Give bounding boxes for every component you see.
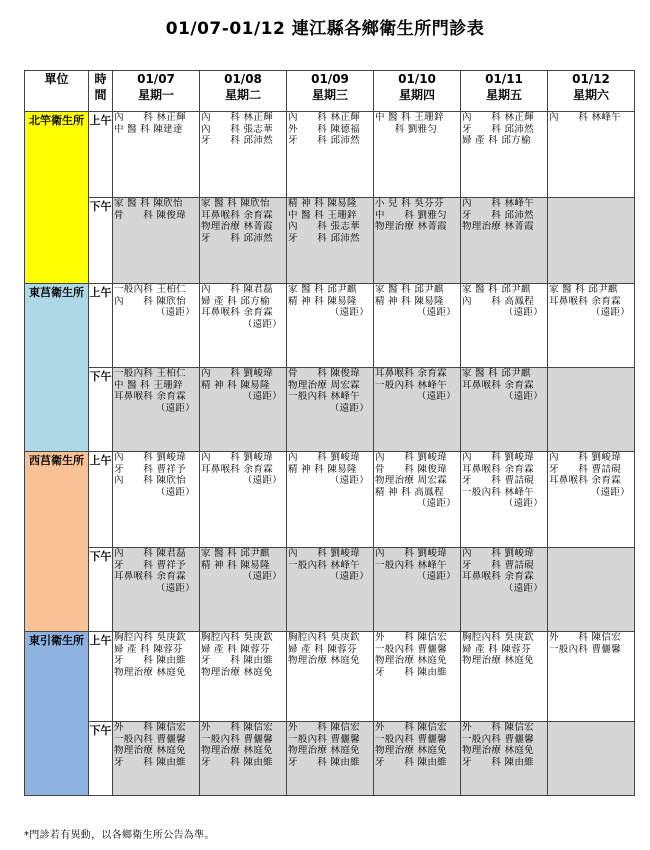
am-label: 上午 [89,452,113,548]
schedule-slot [548,198,635,284]
doctor-entry: 牙 科 曹詰硯 [549,463,621,475]
schedule-slot [113,198,200,284]
schedule-slot [113,368,200,452]
doctor-entry: （遠距） [503,307,543,318]
doctor-entry: 骨 科 陳俊瑋 [288,368,360,379]
schedule-slot [461,368,548,452]
doctor-entry: 牙 科 曹詰硯 [462,559,534,571]
doctor-entry: 內 科 劉峻瑋 [462,548,534,559]
doctor-entry: 牙 科 陳由維 [201,756,273,768]
doctor-entry: 牙 科 邱沛然 [288,135,360,146]
doctor-entry: 婦 產 科 陳蓉芬 [288,643,357,655]
pm-label: 下午 [89,368,113,452]
doctor-entry: 牙 科 曹詰硯 [462,475,534,486]
doctor-entry: 耳鼻喉科 余育霖 [462,571,534,582]
doctor-entry: （遠距） [416,391,456,402]
doctor-entry: （遠距） [503,391,543,402]
unit-row-am [25,452,635,548]
doctor-entry: 中 醫 科 王珊鋅 [288,209,357,221]
schedule-slot [200,632,287,722]
doctor-entry: 耳鼻喉科 余育霖 [549,475,621,486]
doctor-entry: 精 神 科 高鳳程 [375,486,444,498]
doctor-entry: 一般內科 曹儷馨 [375,643,447,655]
doctor-entry: 骨 科 陳俊瑋 [114,209,186,221]
doctor-entry: （遠距） [155,307,195,318]
doctor-entry: 家 醫 科 邱尹麒 [288,284,357,295]
day-header: 01/10 星期四 [374,71,461,112]
doctor-entry: 精 神 科 陳易隆 [375,295,444,307]
schedule-slot [113,452,200,548]
doctor-entry: 牙 科 邱沛然 [201,232,273,244]
doctor-entry: 中 科 劉雅匀 [375,209,447,221]
doctor-entry: 內 科 劉峻瑋 [201,368,273,379]
doctor-entry: （遠距） [416,498,456,509]
doctor-entry: 外 科 陳信宏 [375,722,447,733]
doctor-entry: （遠距） [155,486,195,498]
doctor-entry: 內 科 陳君磊 [201,284,273,295]
schedule-slot [548,632,635,722]
schedule-slot [461,548,548,632]
doctor-entry: 婦 產 科 邱方榆 [201,295,270,307]
unit-row-am [25,112,635,198]
schedule-slot [374,548,461,632]
doctor-entry: 耳鼻喉科 余育霖 [114,391,186,402]
doctor-entry: 內 科 劉峻瑋 [462,452,534,463]
doctor-entry: 物理治療 林庭免 [375,655,447,666]
schedule-slot [200,368,287,452]
unit-row-pm [25,368,635,452]
doctor-entry: 內 科 陳君磊 [114,548,186,559]
schedule-slot [113,722,200,796]
header-row [25,71,635,112]
doctor-entry: 物理治療 周宏霖 [288,379,360,391]
doctor-entry: （遠距） [329,307,369,318]
doctor-entry: 耳鼻喉科 余育霖 [201,209,273,221]
doctor-entry: 一般內科 林峰午 [462,486,534,498]
doctor-entry: 內 科 劉峻瑋 [201,452,273,463]
schedule-slot [548,112,635,198]
schedule-slot [287,452,374,548]
doctor-entry: 物理治療 林菁霞 [375,221,447,232]
doctor-entry: 牙 科 邱沛然 [201,135,273,146]
doctor-entry: 中 醫 科 王珊鋅 [375,112,444,123]
doctor-entry: 內 科 陳欣怡 [114,295,186,307]
doctor-entry: 家 醫 科 邱尹麒 [462,368,531,379]
unit-name: 北竿衛生所 [25,112,89,284]
schedule-slot [461,722,548,796]
doctor-entry: 家 醫 科 陳欣怡 [114,198,183,209]
doctor-entry: 一般內科 林峰午 [375,559,447,571]
doctor-entry: 一般內科 林峰午 [288,391,360,402]
time-header: 時間 [89,71,113,112]
schedule-slot [287,632,374,722]
day-header: 01/09 星期三 [287,71,374,112]
doctor-entry: 牙 科 陳由維 [375,756,447,768]
doctor-entry: 胸腔內科 吳庚欽 [288,632,360,643]
doctor-entry: 中 醫 科 陳建達 [114,123,183,135]
doctor-entry: 物理治療 林庭免 [201,666,273,678]
doctor-entry: 婦 產 科 邱方榆 [462,135,531,146]
doctor-entry: 內 科 林正輝 [462,112,534,123]
doctor-entry: 牙 科 陳由維 [462,756,534,768]
doctor-entry: 牙 科 曹祥予 [114,559,186,571]
doctor-entry: 牙 科 邱沛然 [288,232,360,244]
pm-label: 下午 [89,722,113,796]
unit-row-pm [25,548,635,632]
doctor-entry: 婦 產 科 陳蓉芬 [462,643,531,655]
am-label: 上午 [89,284,113,368]
doctor-entry: 精 神 科 陳易隆 [201,379,270,391]
doctor-entry: （遠距） [242,475,282,486]
unit-name: 東莒衛生所 [25,284,89,452]
doctor-entry: 一般內科 曹儷馨 [288,733,360,745]
schedule-slot [374,632,461,722]
doctor-entry: 耳鼻喉科 余育霖 [462,463,534,475]
doctor-entry: 婦 產 科 陳蓉芬 [201,643,270,655]
doctor-entry: 耳鼻喉科 余育霖 [201,307,273,318]
doctor-entry: （遠距） [503,498,543,509]
schedule-slot [548,452,635,548]
doctor-entry: 內 科 林正輝 [201,112,273,123]
schedule-slot [287,722,374,796]
doctor-entry: 外 科 陳信宏 [288,722,360,733]
doctor-entry: 物理治療 周宏霖 [375,475,447,486]
doctor-entry: 耳鼻喉科 余育霖 [375,368,447,379]
schedule-slot [113,112,200,198]
doctor-entry: 胸腔內科 吳庚欽 [201,632,273,643]
doctor-entry: 家 醫 科 陳欣怡 [201,198,270,209]
am-label: 上午 [89,632,113,722]
doctor-entry: （遠距） [242,318,282,330]
doctor-entry: 一般內科 曹儷馨 [114,733,186,745]
doctor-entry: 內 科 劉峻瑋 [288,452,360,463]
doctor-entry: 內 科 劉峻瑋 [549,452,621,463]
doctor-entry: （遠距） [416,307,456,318]
doctor-entry: （遠距） [503,582,543,594]
schedule-slot [287,368,374,452]
schedule-slot [200,548,287,632]
doctor-entry: （遠距） [242,391,282,402]
unit-name: 東引衛生所 [25,632,89,796]
doctor-entry: （遠距） [416,571,456,582]
unit-row-pm [25,722,635,796]
doctor-entry: 家 醫 科 邱尹麒 [375,284,444,295]
doctor-entry: 外 科 陳信宏 [549,632,621,643]
doctor-entry: （遠距） [329,402,369,414]
page-title: 01/07-01/12 連江縣各鄉衛生所門診表 [165,19,485,39]
doctor-entry: 牙 科 邱沛然 [462,209,534,221]
doctor-entry: 外 科 陳信宏 [114,722,186,733]
doctor-entry: 中 醫 科 王珊鋅 [114,379,183,391]
doctor-entry: 內 科 劉峻瑋 [288,548,360,559]
doctor-entry: 物理治療 林庭免 [375,745,447,756]
doctor-entry: 牙 科 陳由維 [375,666,447,678]
unit-row-am [25,632,635,722]
doctor-entry: 外 科 陳信宏 [201,722,273,733]
schedule-slot [287,112,374,198]
doctor-entry: 一般內科 曹儷馨 [462,733,534,745]
doctor-entry: （遠距） [590,486,630,498]
schedule-slot [461,632,548,722]
doctor-entry: （遠距） [590,307,630,318]
doctor-entry: 精 神 科 陳易隆 [288,463,357,475]
doctor-entry: 內 科 林正輝 [114,112,186,123]
doctor-entry: 耳鼻喉科 余育霖 [114,571,186,582]
schedule-slot [548,548,635,632]
unit-row-pm [25,198,635,284]
doctor-entry: 內 科 陳欣怡 [114,475,186,486]
doctor-entry: 胸腔內科 吳庚欽 [114,632,186,643]
doctor-entry: 內 科 劉峻瑋 [114,452,186,463]
day-header: 01/12 星期六 [548,71,635,112]
doctor-entry: 骨 科 陳俊瑋 [375,463,447,475]
day-header: 01/11 星期五 [461,71,548,112]
doctor-entry: 精 神 科 陳易隆 [288,295,357,307]
doctor-entry: 家 醫 科 邱尹麒 [549,284,618,295]
schedule-table [24,70,635,796]
schedule-slot [548,722,635,796]
doctor-entry: （遠距） [242,571,282,582]
doctor-entry: 牙 科 陳由維 [114,756,186,768]
unit-row-am [25,284,635,368]
doctor-entry: 精 神 科 陳易隆 [201,559,270,571]
schedule-slot [113,548,200,632]
schedule-slot [461,284,548,368]
schedule-slot [287,548,374,632]
am-label: 上午 [89,112,113,198]
doctor-entry: 牙 科 陳由維 [114,655,186,666]
doctor-entry: 耳鼻喉科 余育霖 [201,463,273,475]
doctor-entry: 外 科 陳信宏 [462,722,534,733]
schedule-slot [374,452,461,548]
doctor-entry: 內 科 林峰午 [462,198,534,209]
pm-label: 下午 [89,548,113,632]
doctor-entry: 內 科 張志華 [288,221,360,232]
doctor-entry: （遠距） [329,571,369,582]
schedule-slot [374,722,461,796]
schedule-slot [548,368,635,452]
unit-header: 單位 [25,71,89,112]
schedule-slot [461,112,548,198]
schedule-slot [461,452,548,548]
schedule-slot [461,198,548,284]
doctor-entry: 牙 科 陳由維 [201,655,273,666]
schedule-slot [374,198,461,284]
schedule-slot [374,284,461,368]
doctor-entry: 一般內科 王柏仁 [114,284,186,295]
doctor-entry: 牙 科 曹祥予 [114,463,186,475]
schedule-slot [113,284,200,368]
doctor-entry: 物理治療 林庭免 [288,655,360,666]
doctor-entry: 內 科 高鳳程 [462,295,534,307]
doctor-entry: （遠距） [155,402,195,414]
doctor-entry: 物理治療 林菁霞 [201,221,273,232]
doctor-entry: 精 神 科 陳易隆 [288,198,357,209]
schedule-slot [113,632,200,722]
doctor-entry: 耳鼻喉科 余育霖 [549,295,621,307]
doctor-entry: 內 科 林峰午 [549,112,621,123]
schedule-slot [374,368,461,452]
doctor-entry: 內 科 林正輝 [288,112,360,123]
doctor-entry: 內 科 張志華 [201,123,273,135]
doctor-entry: 一般內科 林峰午 [288,559,360,571]
doctor-entry: 一般內科 林峰午 [375,379,447,391]
doctor-entry: 牙 科 邱沛然 [462,123,534,135]
doctor-entry: 物理治療 林庭免 [114,745,186,756]
doctor-entry: 家 醫 科 邱尹麒 [462,284,531,295]
doctor-entry: 物理治療 林庭免 [462,745,534,756]
doctor-entry: 婦 產 科 陳蓉芬 [114,643,183,655]
schedule-slot [548,284,635,368]
unit-name: 西莒衛生所 [25,452,89,632]
schedule-slot [200,112,287,198]
schedule-slot [200,452,287,548]
day-header: 01/07 星期一 [113,71,200,112]
schedule-slot [374,112,461,198]
doctor-entry: 胸腔內科 吳庚欽 [462,632,534,643]
footnote: *門診若有異動，以各鄉衛生所公告為準。 [24,830,215,841]
doctor-entry: 內 科 劉峻瑋 [375,548,447,559]
doctor-entry: 物理治療 林菁霞 [462,221,534,232]
pm-label: 下午 [89,198,113,284]
doctor-entry: 科 劉雅匀 [375,123,438,135]
doctor-entry: 物理治療 林庭免 [462,655,534,666]
doctor-entry: （遠距） [329,475,369,486]
doctor-entry: 一般內科 曹儷馨 [375,733,447,745]
schedule-slot [200,284,287,368]
doctor-entry: 外 科 陳信宏 [375,632,447,643]
schedule-slot [287,284,374,368]
doctor-entry: 小 兒 科 吳芬芬 [375,198,444,209]
doctor-entry: 物理治療 林庭免 [201,745,273,756]
doctor-entry: 外 科 陳德福 [288,123,360,135]
doctor-entry: 一般內科 曹儷馨 [549,643,621,655]
doctor-entry: 一般內科 王柏仁 [114,368,186,379]
doctor-entry: 一般內科 曹儷馨 [201,733,273,745]
schedule-slot [287,198,374,284]
day-header: 01/08 星期二 [200,71,287,112]
doctor-entry: 內 科 劉峻瑋 [375,452,447,463]
doctor-entry: 物理治療 林庭免 [114,666,186,678]
schedule-slot [200,198,287,284]
doctor-entry: 耳鼻喉科 余育霖 [462,379,534,391]
doctor-entry: 牙 科 陳由維 [288,756,360,768]
doctor-entry: 家 醫 科 邱尹麒 [201,548,270,559]
doctor-entry: （遠距） [155,582,195,594]
schedule-slot [200,722,287,796]
doctor-entry: 物理治療 林庭免 [288,745,360,756]
